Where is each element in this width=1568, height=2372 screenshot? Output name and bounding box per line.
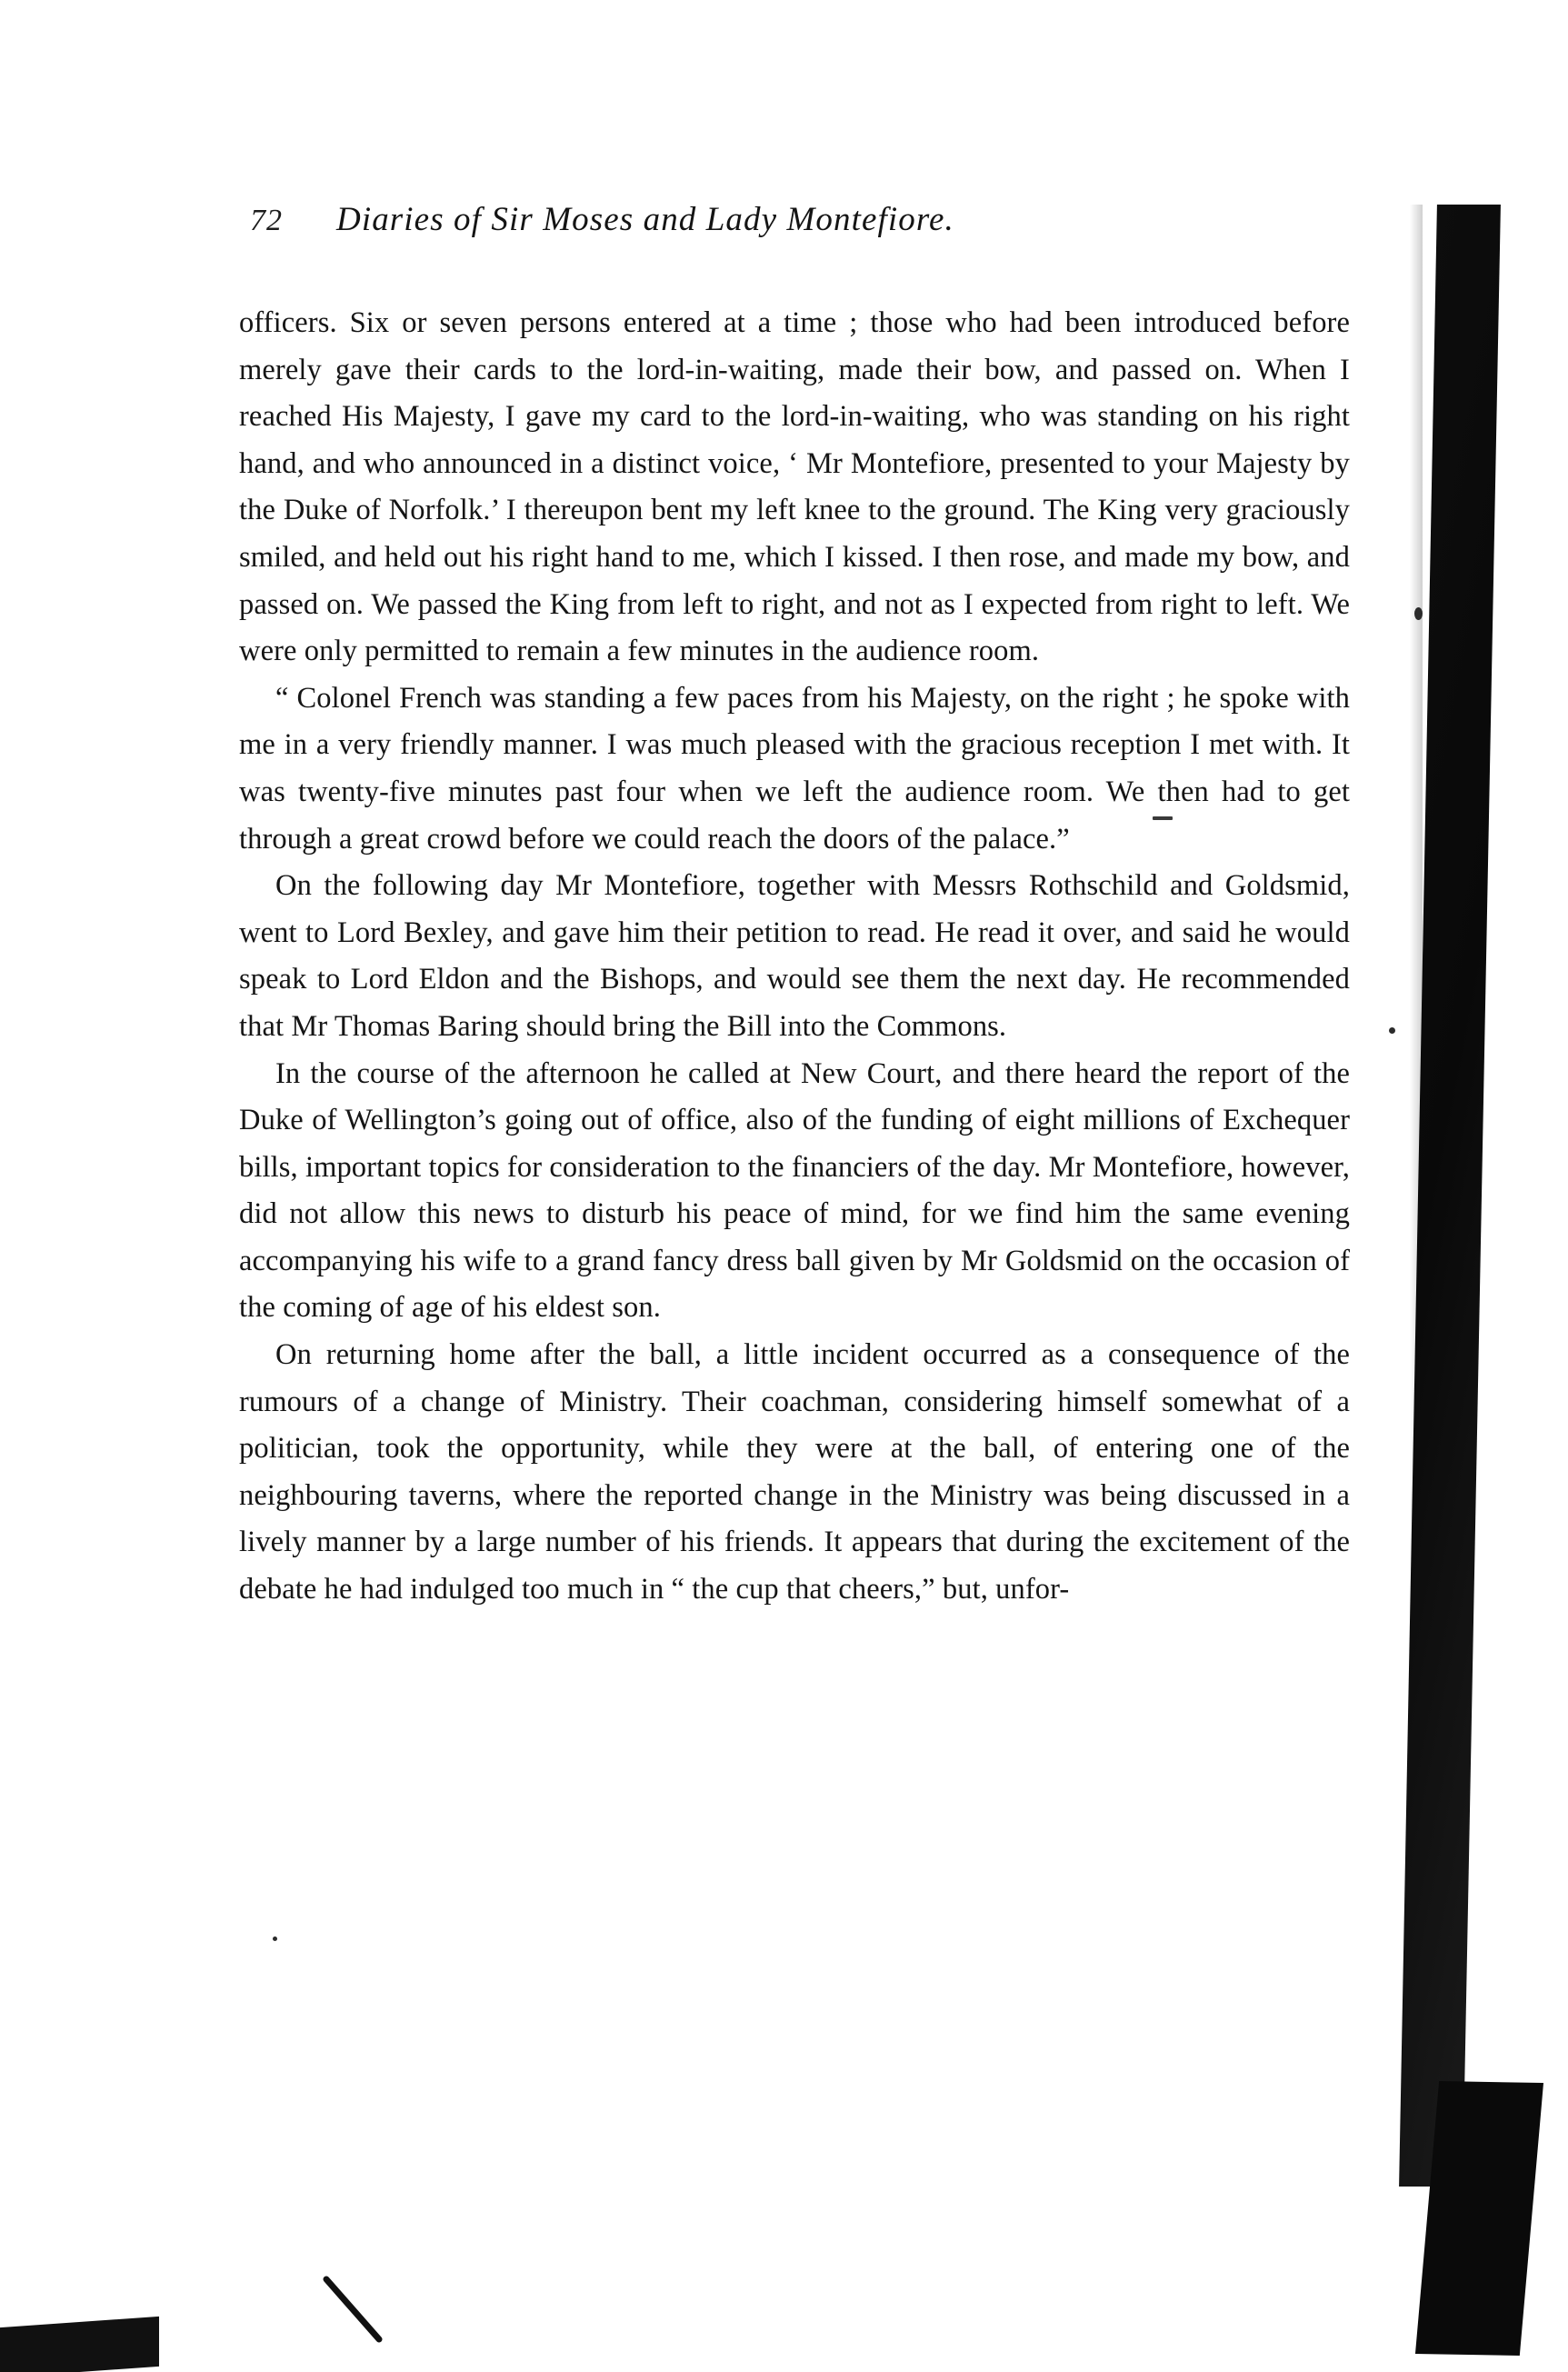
scan-corner-smudge	[0, 2317, 159, 2372]
paragraph: In the course of the afternoon he called at New Court, and there heard the report of the Duke of Wellington’s going out of office, also of the funding of eight millions of Exchequer bills, important topics for consideration to the financiers of the day. Mr Montefiore, however, did not allow this news to disturb his peace of mind, for we find him the same evening accompanying his wife to a grand fancy dress ball given by Mr Goldsmid on the occasion of the coming of age of his eldest son.	[239, 1056, 1350, 1325]
scan-speck	[1153, 816, 1173, 820]
pen-stroke-mark	[323, 2276, 386, 2347]
paragraph: On the following day Mr Montefiore, together with Messrs Rothschild and Goldsmid, went to Lord Bexley, and gave him their petition to read. He read it over, and said he would speak to Lord Eldon and the Bishops, and would see them the next day. He recommended that Mr Thomas Baring should bring the Bill into the Commons.	[239, 869, 1350, 1043]
page-number: 72	[250, 204, 283, 237]
scan-speck	[1389, 1027, 1395, 1034]
scan-speck	[1414, 607, 1423, 620]
paragraph: officers. Six or seven persons entered at a time ; those who had been introduced before merely gave their cards to the lord-in-waiting, made their bow, and passed on. When I reached His Majesty, I gave my card to the lord-in-waiting, who was standing on his right hand, and who announced in a distinct voice, ‘ Mr Montefiore, presented to your Majesty by the Duke of Norfolk.’ I thereupon bent my left knee to the ground. The King very graciously smiled, and held out his right hand to me, which I kissed. I then rose, and made my bow, and passed on. We passed the King from left to right, and not as I expected from right to left. We were only permitted to remain a few minutes in the audience room.	[239, 306, 1350, 668]
running-head	[250, 200, 1323, 255]
scan-speck	[273, 1937, 277, 1941]
paragraph: “ Colonel French was standing a few paces from his Majesty, on the right ; he spoke with me in a very friendly manner. I was much pleased with the gracious reception I met with. It was twenty-five minutes past four when we left the audience room. We then had to get through a great crowd before we could reach the doors of the palace.”	[239, 681, 1350, 856]
paragraph: On returning home after the ball, a little incident occurred as a consequence of the rumours of a change of Ministry. Their coachman, considering himself somewhat of a politician, took the opportunity, while they were at the ball, of entering one of the neighbouring taverns, where the reported change in the Ministry was being discussed in a lively manner by a large number of his friends. It appears that during the excitement of the debate he had indulged too much in “ the cup that cheers,” but, unfor-	[239, 1338, 1350, 1606]
running-title: Diaries of Sir Moses and Lady Montefiore.	[336, 201, 954, 238]
body-text	[239, 300, 1350, 1614]
